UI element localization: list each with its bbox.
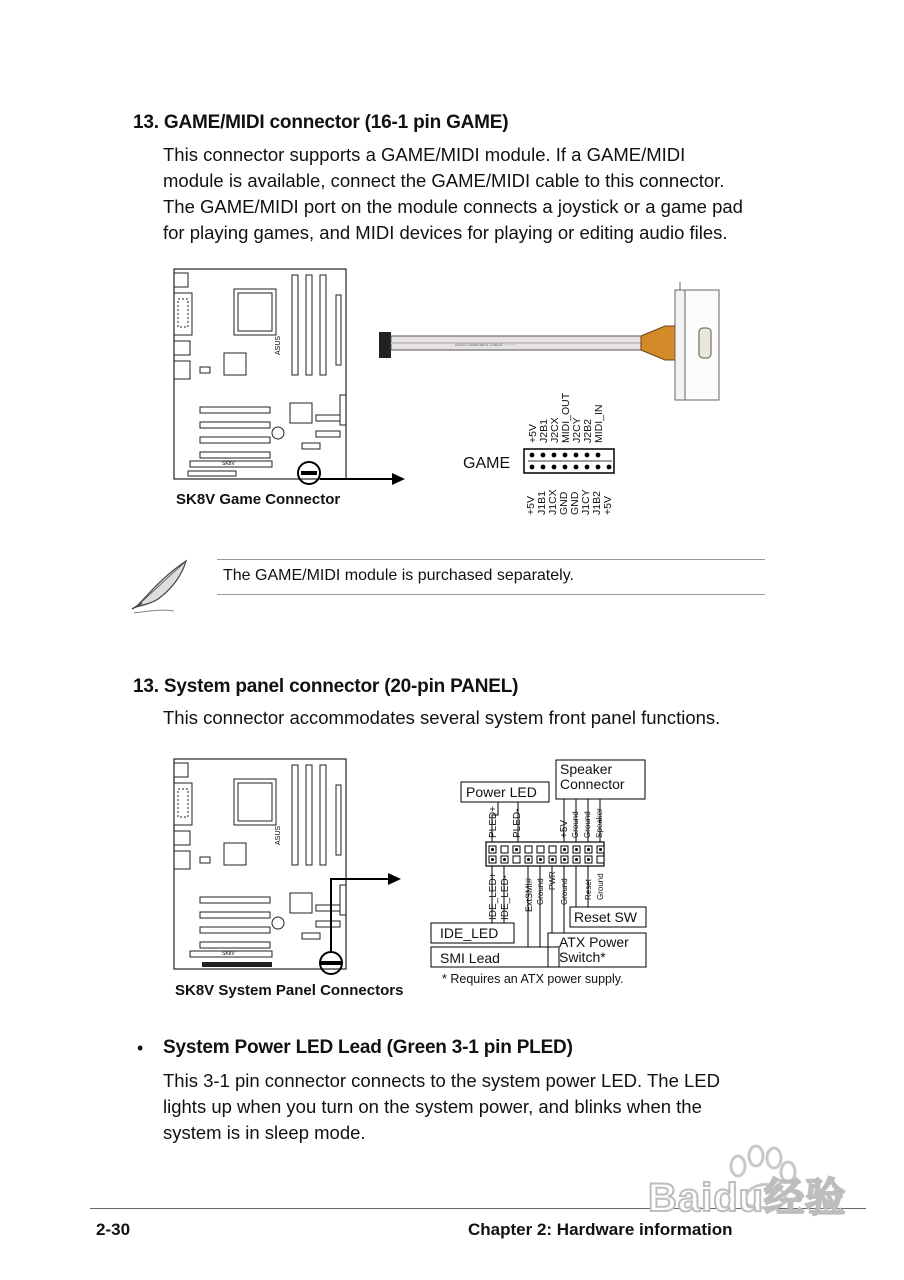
panel-board-diagram xyxy=(160,755,410,980)
game-bottom-pin-1: +5V xyxy=(525,496,537,515)
panel-top-pin-2: PLED- xyxy=(512,808,523,838)
note-top-rule xyxy=(217,559,765,560)
game-board-caption: SK8V Game Connector xyxy=(176,491,341,508)
note-feather-icon xyxy=(128,555,198,615)
panel-top-pin-4: Ground xyxy=(571,811,580,838)
panel-bottom-pin-8: Ground xyxy=(596,873,605,900)
game-section-heading: 13. GAME/MIDI connector (16-1 pin GAME) xyxy=(133,112,509,133)
panel-bottom-pin-1: IDE_LED+ xyxy=(488,872,499,920)
game-bottom-pin-5: GND xyxy=(569,491,581,515)
speaker-label-line-2: Connector xyxy=(560,776,625,792)
game-para-line-4: for playing games, and MIDI devices for playing or editing audio files. xyxy=(163,222,728,243)
panel-bottom-pin-6: Ground xyxy=(560,878,569,905)
reset-sw-label: Reset SW xyxy=(574,909,638,925)
panel-bottom-pin-2: IDE_LED- xyxy=(500,874,511,920)
panel-top-pin-3: +5V xyxy=(559,819,570,838)
game-bottom-pin-8: +5V xyxy=(602,496,614,515)
game-cable-illustration xyxy=(375,280,735,410)
panel-board-caption: SK8V System Panel Connectors xyxy=(175,982,404,999)
bullet-heading: System Power LED Lead (Green 3-1 pin PLED) xyxy=(163,1037,573,1058)
smi-lead-label: SMI Lead xyxy=(440,950,500,966)
game-board-diagram xyxy=(160,265,410,490)
game-board-label: SK8V xyxy=(222,461,235,467)
svg-text:ASUS: ASUS xyxy=(275,335,282,355)
bullet-para-line-2: lights up when you turn on the system power, and blinks when the xyxy=(163,1096,702,1117)
game-top-pin-6: J2B2 xyxy=(582,419,594,443)
panel-footnote: * Requires an ATX power supply. xyxy=(442,972,624,986)
bullet-para-line-1: This 3-1 pin connector connects to the system power LED. The LED xyxy=(163,1070,720,1091)
panel-top-pin-5: Ground xyxy=(583,811,592,838)
panel-board-label: SK8V xyxy=(222,951,235,957)
game-top-pin-3: J2CX xyxy=(549,417,561,443)
footer-page-number: 2-30 xyxy=(96,1220,131,1239)
atx-label-line-2: Switch* xyxy=(559,949,606,965)
ide-led-label: IDE_LED xyxy=(440,925,499,941)
game-bottom-pin-2: J1B1 xyxy=(536,491,548,515)
power-led-label: Power LED xyxy=(466,784,537,800)
note-bottom-rule xyxy=(217,594,765,595)
game-bottom-pin-3: J1CX xyxy=(547,489,559,515)
panel-bottom-pin-7: Reset xyxy=(584,879,593,900)
panel-bottom-pin-4: Ground xyxy=(536,878,545,905)
game-connector-label: GAME xyxy=(463,455,511,472)
panel-bottom-pin-5: PWR xyxy=(548,871,557,890)
note-text: The GAME/MIDI module is purchased separately. xyxy=(223,567,574,584)
panel-section-paragraph: This connector accommodates several system front panel functions. xyxy=(163,707,721,728)
game-top-pin-4: MIDI_OUT xyxy=(560,392,572,443)
bullet-paragraph xyxy=(163,1068,720,1146)
game-top-pin-2: J2B1 xyxy=(538,419,550,443)
game-para-line-1: This connector supports a GAME/MIDI module. If a GAME/MIDI xyxy=(163,144,686,165)
atx-label-line-1: ATX Power xyxy=(559,934,629,950)
game-section-paragraph xyxy=(163,142,803,246)
game-connector-pinblock xyxy=(520,445,620,475)
game-bottom-pin-6: J1CY xyxy=(580,489,592,515)
speaker-connector-label xyxy=(560,762,625,792)
panel-section-heading: 13. System panel connector (20-pin PANEL) xyxy=(133,676,519,697)
atx-power-switch-label xyxy=(559,935,629,965)
bullet-para-line-3: system is in sleep mode. xyxy=(163,1122,366,1143)
svg-text:ASUS GAME/MIDI CABLE ·········: ASUS GAME/MIDI CABLE ········· xyxy=(455,342,516,347)
game-para-line-3: The GAME/MIDI port on the module connects a joystick or a game pad xyxy=(163,196,743,217)
game-top-pin-1: +5V xyxy=(527,424,539,443)
watermark-text: Baidu经验 xyxy=(648,1176,847,1220)
speaker-label-line-1: Speaker xyxy=(560,761,613,777)
panel-bottom-pin-3: ExtSMI# xyxy=(524,877,534,912)
game-top-pin-7: MIDI_IN xyxy=(593,404,605,443)
svg-text:ASUS: ASUS xyxy=(275,825,282,845)
game-para-line-2: module is available, connect the GAME/MIDI cable to this connector. xyxy=(163,170,725,191)
game-bottom-pin-7: J1B2 xyxy=(591,491,603,515)
bullet-marker: • xyxy=(137,1038,144,1058)
footer-chapter: Chapter 2: Hardware information xyxy=(468,1220,733,1239)
panel-top-pin-1: PLED+ xyxy=(488,806,499,838)
game-top-pin-5: J2CY xyxy=(571,417,583,443)
game-bottom-pin-4: GND xyxy=(558,491,570,515)
panel-top-pin-6: Speaker xyxy=(595,808,604,838)
